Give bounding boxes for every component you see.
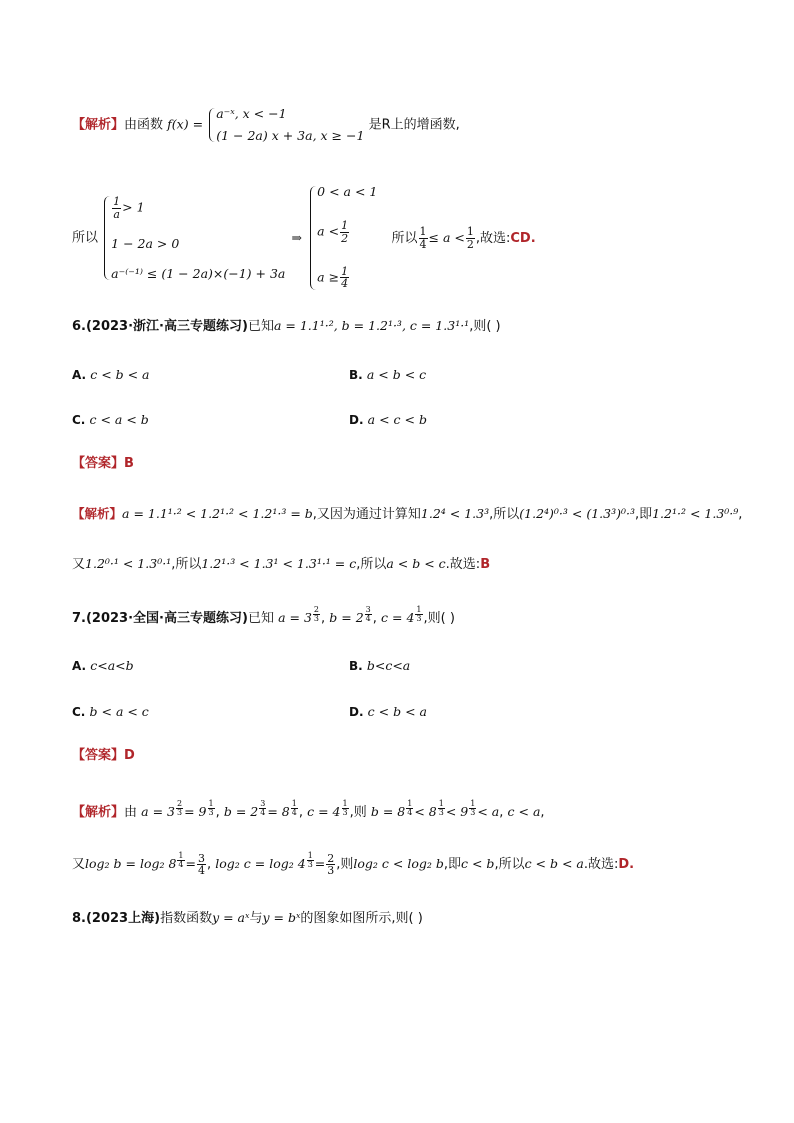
q7-answer: 【答案】D: [72, 748, 135, 763]
q7-option-a[interactable]: A. c<a<b: [72, 658, 134, 673]
q7-analysis-line1: 【解析】由 a = 3 $^{\frac{2}{3}}$ = 9 $^{\frac{1}{3}}$ , b = 2 $^{\frac{3}{4}}$ = 8 $^{\frac{1}{4}}$ , c = 4 $^{\frac{1}{3}}$ ,则 b = 8 $^{\frac{1}{4}}$ < 8 $^{\frac{1}{3}}$ < 9 $^{\frac{1}{3}}$ < a, c < a,: [72, 799, 545, 821]
q6-analysis-line2: 又1.2⁰·¹ < 1.3⁰·¹,所以1.2¹·³ < 1.3¹ < 1.3¹·¹ = c,所以a < b < c.故选:B: [72, 556, 491, 572]
answer-value: B: [124, 456, 134, 471]
q5-analysis-line1: 【解析】由函数 f(x) = a⁻ˣ, x < −1 (1 − 2a) x + 3a, x ≥ −1 是R上的增函数,: [72, 106, 460, 143]
q6-option-d[interactable]: D. a < c < b: [349, 412, 427, 427]
q6-answer: 【答案】B: [72, 456, 134, 471]
q6-option-c[interactable]: C. c < a < b: [72, 412, 149, 427]
piecewise-function: a⁻ˣ, x < −1 (1 − 2a) x + 3a, x ≥ −1: [209, 108, 364, 142]
q7-option-c[interactable]: C. b < a < c: [72, 704, 149, 719]
answer-value: D: [124, 748, 135, 763]
q6-analysis-line1: 【解析】a = 1.1¹·² < 1.2¹·² < 1.2¹·³ = b,又因为通过计算知1.2⁴ < 1.3³,所以(1.2⁴)⁰·³ < (1.3³)⁰·³,即1.2¹·² < 1.3⁰·⁹,: [72, 506, 743, 522]
q5-analysis-line2: 所以 $\frac{1}{a}$ > 1 1 − 2a > 0 a⁻⁽⁻¹⁾ ≤ (1 − 2a)×(−1) + 3a ⇒ 0 < a < 1 a < $\frac{1}{2}$ a ≥ $\frac{1}{4}$ 所以 $\frac{1}{4}$ ≤ a < $\frac{1}{2}$ ,故选:CD.: [72, 184, 536, 291]
q7-stem: 7.(2023·全国·高三专题练习)已知 a = 3 $^{\frac{2}{3}}$ , b = 2 $^{\frac{3}{4}}$ , c = 4 $^{\frac{1}{3}}$ ,则( ): [72, 605, 455, 627]
q6-stem: 6.(2023·浙江·高三专题练习)已知a = 1.1¹·², b = 1.2¹·³, c = 1.3¹·¹,则( ): [72, 318, 501, 334]
q7-option-b[interactable]: B. b<c<a: [349, 658, 411, 673]
q7-option-d[interactable]: D. c < b < a: [349, 704, 427, 719]
answer-value: B: [480, 557, 491, 572]
q6-option-b[interactable]: B. a < b < c: [349, 367, 427, 382]
answer-value: D.: [618, 857, 635, 873]
answer-value: CD.: [510, 230, 536, 246]
q7-analysis-line2: 又log₂ b = log₂ 8 $^{\frac{1}{4}}$ = $\frac{3}{4}$ , log₂ c = log₂ 4 $^{\frac{1}{3}}$ = $\frac{2}{3}$ ,则log₂ c < log₂ b,即c < b,所以c < b < a.故选:D.: [72, 851, 635, 878]
inequality-system: $\frac{1}{a}$ > 1 1 − 2a > 0 a⁻⁽⁻¹⁾ ≤ (1 − 2a)×(−1) + 3a: [104, 196, 285, 280]
q6-option-a[interactable]: A. c < b < a: [72, 367, 150, 382]
solution-system: 0 < a < 1 a < $\frac{1}{2}$ a ≥ $\frac{1}{4}$: [310, 186, 377, 290]
analysis-tag: 【解析】: [72, 117, 125, 133]
q8-stem: 8.(2023上海)指数函数y = aˣ与y = bˣ的图象如图所示,则( ): [72, 910, 423, 926]
